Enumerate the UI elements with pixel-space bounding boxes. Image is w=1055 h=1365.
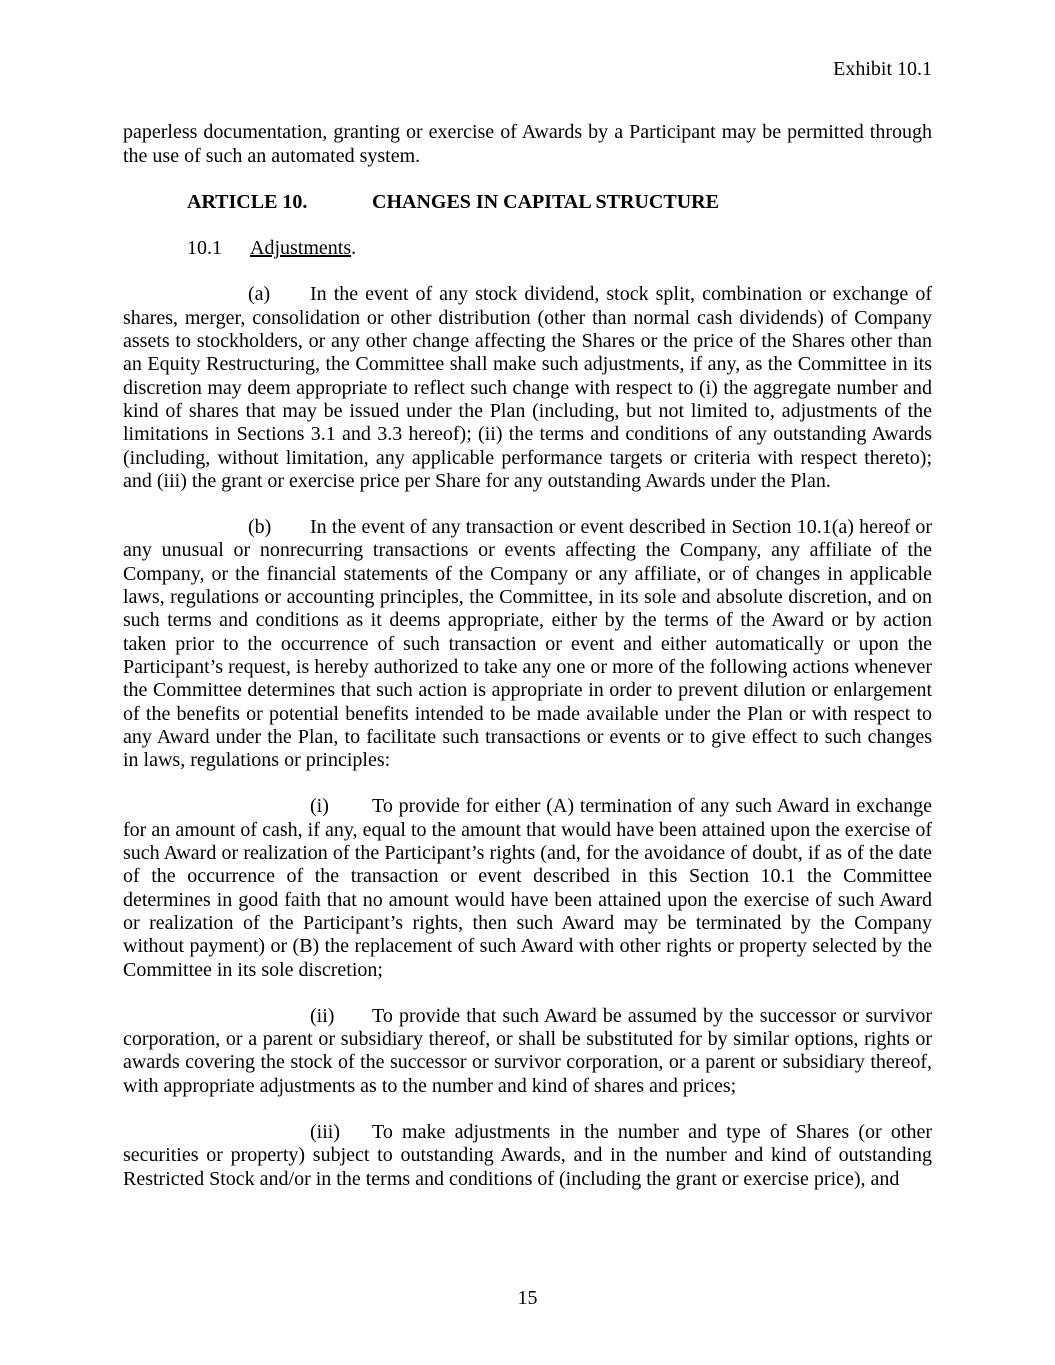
paragraph-b [123, 516, 932, 772]
article-title: CHANGES IN CAPITAL STRUCTURE [372, 190, 719, 213]
section-title: Adjustments [250, 237, 352, 260]
paragraph-a-label: (a) [248, 283, 271, 306]
paragraph-iii [123, 1121, 932, 1191]
section-number: 10.1 [187, 237, 222, 260]
paragraph-iii-text: To make adjustments in the number and type of Shares (or other securities or property) subject to outstanding Awards, and in the number and kind of outstanding Restricted Stock and/or in the terms and conditions of (including the grant or exercise price), and [123, 1120, 932, 1190]
paragraph-a-text: In the event of any stock dividend, stock split, combination or exchange of shares, merger, consolidation or other distribution (other than normal cash dividends) of Company assets to stockholders, or any other change affecting the Shares or the price of the Shares other than an Equity Restructuring, the Committee shall make such adjustments, if any, as the Committee in its discretion may deem appropriate to reflect such change with respect to (i) the aggregate number and kind of shares that may be issued under the Plan (including, but not limited to, adjustments of the limitations in Sections 3.1 and 3.3 hereof); (ii) the terms and conditions of any outstanding Awards (including, without limitation, any applicable performance targets or criteria with respect thereto); and (iii) the grant or exercise price per Share for any outstanding Awards under the Plan. [123, 283, 932, 492]
section-heading-10-1 [123, 237, 932, 260]
exhibit-label: Exhibit 10.1 [833, 58, 932, 80]
article-number: ARTICLE 10. [187, 190, 308, 213]
paragraph-ii-label: (ii) [310, 1004, 335, 1027]
article-heading [123, 191, 932, 214]
paragraph-b-label: (b) [248, 516, 272, 539]
paragraph-i-label: (i) [310, 795, 329, 818]
paragraph-i-text: To provide for either (A) termination of any such Award in exchange for an amount of cash, if any, equal to the amount that would have been attained upon the exercise of such Award or realization of the Participant’s rights (and, for the avoidance of doubt, if as of the date of the occurrence of the transaction or event described in this Section 10.1 the Committee determines in good faith that no amount would have been attained upon the exercise of such Award or realization of the Participant’s rights, then such Award may be terminated by the Company without payment) or (B) the replacement of such Award with other rights or property selected by the Committee in its sole discretion; [123, 795, 932, 981]
paragraph-a [123, 283, 932, 493]
page-number: 15 [517, 1286, 538, 1309]
paragraph-iii-label: (iii) [310, 1120, 340, 1143]
paragraph-ii [123, 1005, 932, 1098]
paragraph-b-text: In the event of any transaction or event described in Section 10.1(a) hereof or any unusual or nonrecurring transactions or events affecting the Company, any affiliate of the Company, or the financial statements of the Company or any affiliate, or of changes in applicable laws, regulations or accounting principles, the Committee, in its sole and absolute discretion, and on such terms and conditions as it deems appropriate, either by the terms of the Award or by action taken prior to the occurrence of such transaction or event and either automatically or upon the Participant’s request, is hereby authorized to take any one or more of the following actions whenever the Committee determines that such action is appropriate in order to prevent dilution or enlargement of the benefits or potential benefits intended to be made available under the Plan or with respect to any Award under the Plan, to facilitate such transactions or events or to give effect to such changes in laws, regulations or principles: [123, 516, 932, 772]
section-title-suffix: . [351, 237, 357, 260]
paragraph-ii-text: To provide that such Award be assumed by the successor or survivor corporation, or a parent or subsidiary thereof, or shall be substituted for by similar options, rights or awards covering the stock of the successor or survivor corporation, or a parent or subsidiary thereof, with appropriate adjustments as to the number and kind of shares and prices; [123, 1004, 932, 1097]
paragraph-i [123, 795, 932, 981]
intro-paragraph: paperless documentation, granting or exercise of Awards by a Participant may be permitted through the use of such an automated system. [123, 121, 932, 167]
